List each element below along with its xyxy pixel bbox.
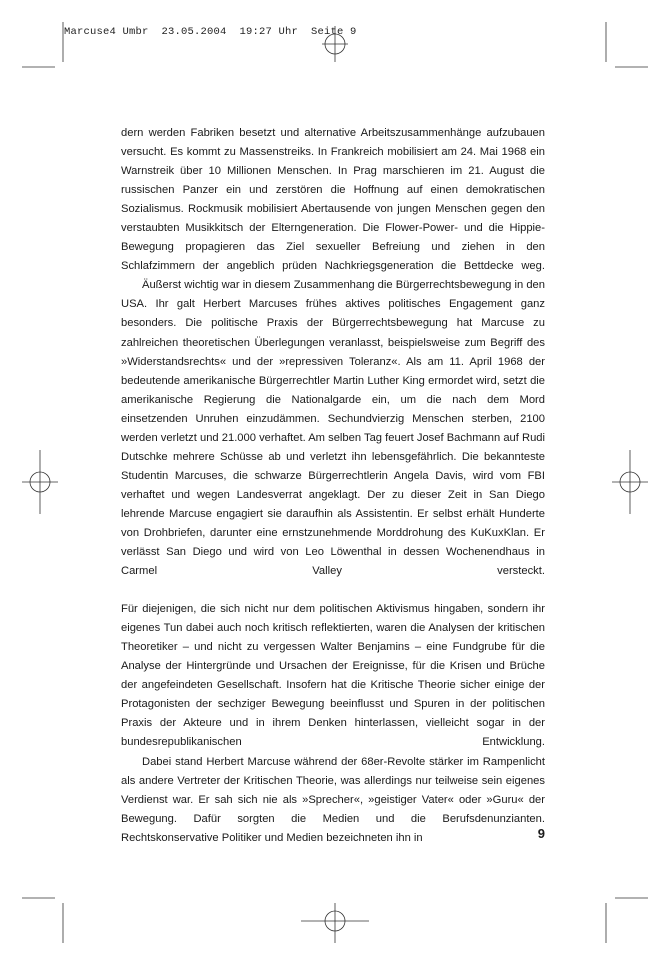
paragraph-2: Äußerst wichtig war in diesem Zusammenhang die Bürgerrechtsbewegung in den USA. Ihr galt Herbert Marcuses frühes aktives politisches Engagement ganz besonders. Die politische Praxis der Bürgerrechtsbewegung hat Marcuse zu zahlreichen theoretischen Überlegungen veranlasst, beispielsweise zum Begriff des »Widerstandsrechts« und der »repressiven Toleranz«. Als am 11. April 1968 der bedeutende amerikanische Bürgerrechtler Martin Luther King ermordet wird, setzt die amerikanische Regierung die Nationalgarde ein, um die nach dem Mord einsetzenden Unruhen einzudämmen. Sechundvierzig Menschen sterben, 2100 werden verletzt und 21.000 verhaftet. Am selben Tag feuert Josef Bachmann auf Rudi Dutschke mehrere Schüsse ab und verletzt ihn lebensgefährlich. Die bekannteste Studentin Marcuses, die schwarze Bürgerrechtlerin Angela Davis, wird vom FBI verhaftet und wegen Landesverrat angeklagt. Der zu dieser Zeit in San Diego lehrende Marcuse engagiert sie daraufhin als Assistentin. Er selbst erhält Hunderte von Drohbriefen, darunter eine ernstzunehmende Morddrohung des KuKuxKlan. Er verlässt San Diego und wird von Leo Löwenthal in dessen Wochenendhaus in Carmel Valley versteckt. [121, 279, 545, 578]
paragraph-1: dern werden Fabriken besetzt und alternative Arbeitszusammenhänge aufzubauen versucht. Es kommt zu Massenstreiks. In Frankreich mobilisiert am 24. Mai 1968 ein Warnstreik über 10 Millionen Menschen. In Prag marschieren im 21. August die russischen Panzer ein und zerstören die Hoffnung auf einen demokratischen Sozialismus. Rockmusik mobilisiert Abertausende von jungen Menschen gegen den verstaubten Musikkitsch der Elterngeneration. Die Flower-Power- und die Hippie-Bewegung propagieren das Ziel sexueller Befreiung und ziehen in den Schlafzimmern der angeblich prüden Nachkriegsgeneration die Bettdecke weg. [121, 127, 545, 273]
registration-mark-top [322, 26, 348, 62]
page-number: 9 [537, 826, 545, 841]
body-text [121, 124, 545, 848]
print-slug: Marcuse4 Umbr 23.05.2004 19:27 Uhr Seite 9 [64, 26, 357, 38]
paragraph-3: Für diejenigen, die sich nicht nur dem politischen Aktivismus hingaben, sondern ihr eigenes Tun dabei auch noch kritisch reflektierten, waren die Analysen der kritischen Theoretiker – und nicht zu vergessen Walter Benjamins – eine Fundgrube für die Analyse der Hintergründe und Ursachen der Ereignisse, für die Krisen und Brüche der angefeindeten Gesellschaft. Insofern hat die Kritische Theorie sicher einige der Protagonisten der sechziger Bewegung beeinflusst und Spuren in der politischen Praxis der Akteure und in ihrem Denken hinterlassen, vielleicht sogar in der bundesrepublikanischen Entwicklung. [121, 603, 545, 749]
paragraph-4: Dabei stand Herbert Marcuse während der 68er-Revolte stärker im Rampenlicht als andere Vertreter der Kritischen Theorie, was allerdings nur teilweise sein eigenes Verdienst war. Er sah sich nie als »Sprecher«, »geistiger Vater« oder »Guru« der Bewegung. Dafür sorgten die Medien und die Berufsdenunzianten. Rechtskonservative Politiker und Medien bezeichneten ihn in [121, 755, 545, 844]
registration-mark-left [22, 450, 58, 514]
registration-mark-right [612, 450, 648, 514]
registration-mark-bottom [301, 903, 369, 943]
